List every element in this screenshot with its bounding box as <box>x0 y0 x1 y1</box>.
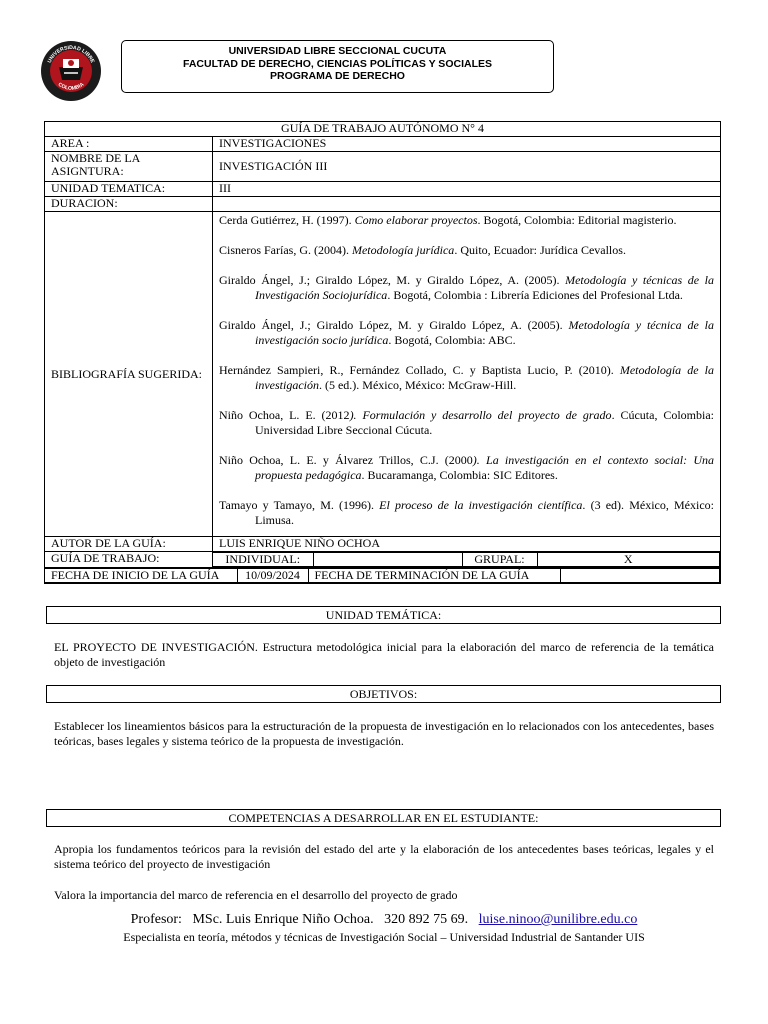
subject-label: NOMBRE DE LA ASIGNTURA: <box>45 152 213 182</box>
professor-line: Profesor: MSc. Luis Enrique Niño Ochoa. 320 892 75 69. luise.ninoo@unilibre.edu.co <box>130 912 638 927</box>
university-name: UNIVERSIDAD LIBRE SECCIONAL CUCUTA <box>228 45 447 57</box>
program-name: PROGRAMA DE DERECHO <box>270 70 405 82</box>
university-logo <box>40 40 102 102</box>
start-date-value: 10/09/2024 <box>237 569 308 583</box>
professor-name: MSc. Luis Enrique Niño Ochoa <box>192 912 371 927</box>
professor-label: Profesor: <box>130 912 182 927</box>
subject-value: INVESTIGACIÓN III <box>213 152 721 182</box>
logo-text-top: UNIVERSIDAD LIBRE <box>46 44 96 65</box>
dates-row <box>45 568 721 584</box>
competence-item-2: Valora la importancia del marco de referencia en el desarrollo del proyecto de grado <box>54 888 458 902</box>
author-label: AUTOR DE LA GUÍA: <box>45 537 213 552</box>
professor-specialty: Especialista en teoría, métodos y técnicas de Investigación Social – Universidad Industrial de Santander UIS <box>123 930 645 944</box>
work-type-label: GUÍA DE TRABAJO: <box>45 552 213 568</box>
professor-email-link[interactable]: luise.ninoo@unilibre.edu.co <box>478 912 638 927</box>
bibliography-entry: Cerda Gutiérrez, H. (1997). Como elaborar proyectos. Bogotá, Colombia: Editorial magisterio. <box>219 213 677 227</box>
bibliography-entry: Niño Ochoa, L. E. y Álvarez Trillos, C.J. (2000). La investigación en el contexto social: Una propuesta pedagógica. Bucaramanga, Colombia: SIC Editores. <box>219 453 714 482</box>
end-date-value <box>560 569 720 583</box>
bibliography-entry: Cisneros Farías, G. (2004). Metodología jurídica. Quito, Ecuador: Jurídica Cevallos. <box>219 243 626 257</box>
bibliography-label: BIBLIOGRAFÍA SUGERIDA: <box>45 212 213 537</box>
bibliography-entry: Tamayo y Tamayo, M. (1996). El proceso de la investigación científica. (3 ed). México, México: Limusa. <box>219 498 714 527</box>
unit-label: UNIDAD TEMATICA: <box>45 182 213 197</box>
unit-value: III <box>213 182 721 197</box>
bibliography-entry: Giraldo Ángel, J.; Giraldo López, M. y Giraldo López, A. (2005). Metodología y técnica de la investigación socio jurídica. Bogotá, Colombia: ABC. <box>219 318 714 347</box>
bibliography-entry: Giraldo Ángel, J.; Giraldo López, M. y Giraldo López, A. (2005). Metodología y técnicas de la Investigación Sociojurídica. Bogotá, Colombia : Librería Ediciones del Profesional Ltda. <box>219 273 714 302</box>
unit-description: EL PROYECTO DE INVESTIGACIÓN. Estructura metodológica inicial para la elaboración del marco de referencia de la temática objeto de investigación <box>54 640 714 669</box>
end-date-label: FECHA DE TERMINACIÓN DE LA GUÍA <box>308 569 560 583</box>
duration-value <box>213 197 721 212</box>
bibliography-entry: Hernández Sampieri, R., Fernández Collado, C. y Baptista Lucio, P. (2010). Metodología de la investigación. (5 ed.). México, México: McGraw-Hill. <box>219 363 714 392</box>
competences-heading: COMPETENCIAS A DESARROLLAR EN EL ESTUDIANTE: <box>46 809 721 827</box>
individual-label: INDIVIDUAL: <box>213 553 313 567</box>
guide-title: GUÍA DE TRABAJO AUTÓNOMO N° 4 <box>45 122 721 137</box>
unit-heading: UNIDAD TEMÁTICA: <box>46 606 721 624</box>
guide-info-table <box>44 121 721 584</box>
competence-item-1: Apropia los fundamentos teóricos para la revisión del estado del arte y la elaboración de los antecedentes bases teóricas, legales y el sistema teórico del proyecto de investigación <box>54 842 714 871</box>
objectives-heading: OBJETIVOS: <box>46 685 721 703</box>
bibliography-list <box>213 212 721 537</box>
faculty-name: FACULTAD DE DERECHO, CIENCIAS POLÍTICAS Y SOCIALES <box>182 57 492 70</box>
work-type-cell <box>213 552 721 568</box>
start-date-label: FECHA DE INICIO DE LA GUÍA <box>45 569 237 583</box>
professor-phone: 320 892 75 69. <box>384 912 469 927</box>
bibliography-entry: Niño Ochoa, L. E. (2012). Formulación y desarrollo del proyecto de grado. Cúcuta, Colombia: Universidad Libre Seccional Cúcuta. <box>219 408 715 437</box>
institution-header <box>121 40 554 93</box>
area-value: INVESTIGACIONES <box>213 137 721 152</box>
author-value: LUIS ENRIQUE NIÑO OCHOA <box>213 537 721 552</box>
individual-value <box>313 553 462 567</box>
objectives-text: Establecer los lineamientos básicos para la estructuración de la propuesta de investigación en lo relacionados con los antecedentes, bases teóricas, bases legales y sistema teórico de la propuesta de investigación. <box>54 719 714 748</box>
group-value: X <box>537 553 720 567</box>
logo-text-bottom: COLOMBIA <box>56 81 86 92</box>
area-label: AREA : <box>45 137 213 152</box>
duration-label: DURACION: <box>45 197 213 212</box>
group-label: GRUPAL: <box>462 553 537 567</box>
